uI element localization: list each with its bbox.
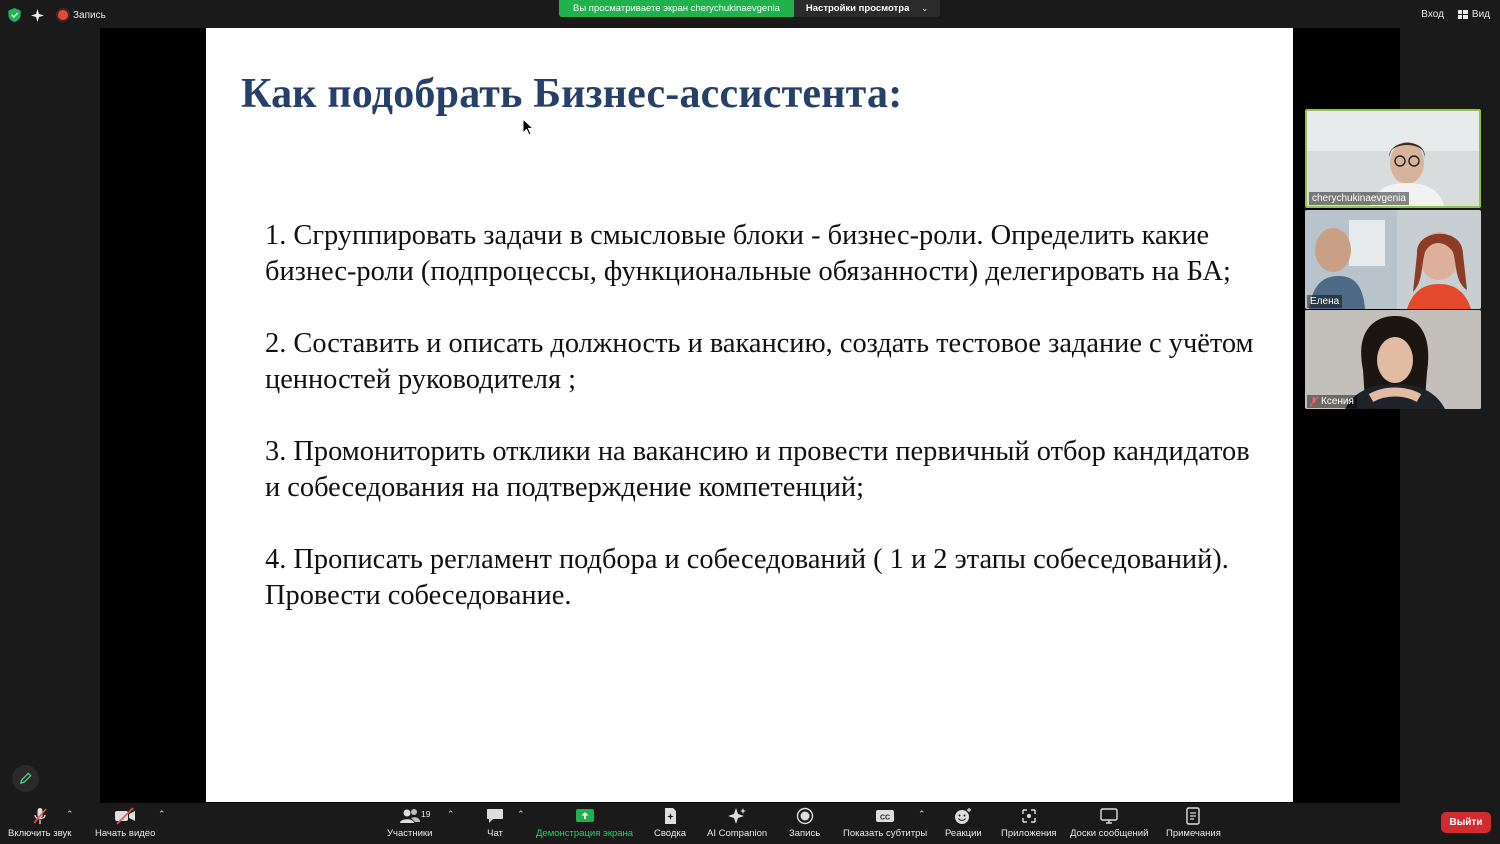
participants-icon	[399, 807, 421, 825]
grid-view-icon	[1458, 10, 1468, 19]
record-label: Запись	[73, 9, 106, 21]
view-banner	[559, 0, 940, 17]
captions-button[interactable]	[843, 807, 927, 839]
participant-name: Елена	[1310, 296, 1340, 307]
unmute-button[interactable]	[8, 807, 71, 839]
slide-item: 2. Составить и описать должность и вакансию, создать тестовое задание с учётом ценностей руководителя ;	[265, 328, 1254, 395]
start-video-label: Начать видео	[95, 828, 156, 839]
svg-text:CC: CC	[880, 814, 891, 822]
annotate-button[interactable]	[12, 765, 39, 792]
apps-icon	[1020, 807, 1038, 825]
video-options-caret-icon[interactable]: ⌃	[158, 809, 166, 819]
ai-sparkle-icon	[727, 807, 747, 825]
start-video-button[interactable]	[95, 807, 155, 839]
recording-indicator[interactable]	[58, 10, 106, 21]
participant-name: cherychukinaevgenia	[1312, 193, 1406, 204]
leave-button[interactable]: Выйти	[1441, 812, 1491, 833]
view-button[interactable]	[1458, 9, 1490, 20]
record-button[interactable]	[789, 807, 820, 839]
view-label: Вид	[1471, 9, 1490, 20]
share-screen-label: Демонстрация экрана	[536, 828, 634, 839]
reactions-icon	[953, 807, 973, 825]
presentation-slide	[206, 28, 1293, 802]
pencil-icon	[19, 772, 32, 785]
participants-options-caret-icon[interactable]: ⌃	[447, 809, 455, 819]
mic-muted-icon	[31, 807, 49, 825]
slide-item: 4. Прописать регламент подбора и собеседований ( 1 и 2 этапы собеседований). Провести собеседование.	[265, 544, 1229, 611]
participant-tile[interactable]	[1305, 109, 1481, 208]
apps-button[interactable]	[1001, 807, 1057, 839]
participant-tile[interactable]	[1305, 310, 1481, 409]
ai-companion-button[interactable]	[707, 807, 767, 839]
chevron-down-icon: ⌄	[921, 4, 929, 13]
chat-icon	[486, 807, 504, 825]
view-settings-label: Настройки просмотра	[805, 3, 910, 14]
apps-label: Приложения	[1001, 828, 1057, 839]
summary-label: Сводка	[654, 828, 687, 839]
mic-muted-icon	[1310, 397, 1318, 407]
view-settings-button[interactable]	[794, 0, 940, 17]
closed-captions-icon	[875, 807, 895, 825]
share-screen-button[interactable]	[536, 807, 633, 839]
slide-item: 3. Промониторить отклики на вакансию и провести первичный отбор кандидатов и собеседования на подтверждение компетенций;	[265, 436, 1250, 503]
reactions-button[interactable]	[945, 807, 982, 839]
ai-companion-label: AI Companion	[707, 828, 768, 839]
chat-label: Чат	[487, 828, 503, 839]
participants-count: 19	[421, 809, 431, 819]
participant-name-tag	[1307, 295, 1342, 308]
whiteboards-label: Доски сообщений	[1070, 828, 1149, 839]
unmute-label: Включить звук	[8, 828, 72, 839]
participant-name-tag	[1307, 395, 1357, 408]
notes-button[interactable]	[1166, 807, 1221, 839]
shield-icon[interactable]	[8, 8, 21, 22]
chat-options-caret-icon[interactable]: ⌃	[517, 809, 525, 819]
summary-button[interactable]	[654, 807, 686, 839]
participant-tile[interactable]	[1305, 210, 1481, 309]
slide-list	[265, 218, 1255, 650]
record-icon	[796, 807, 814, 825]
slide-title: Как подобрать Бизнес-ассистента:	[241, 71, 903, 117]
participant-name: Ксения	[1321, 396, 1354, 407]
record-dot-icon	[58, 10, 68, 20]
notes-icon	[1184, 807, 1202, 825]
record-label: Запись	[789, 828, 821, 839]
reactions-label: Реакции	[945, 828, 982, 839]
chat-button[interactable]	[486, 807, 504, 839]
whiteboard-icon	[1099, 807, 1119, 825]
sparkle-icon[interactable]	[31, 9, 44, 22]
participants-label: Участники	[387, 828, 433, 839]
top-right-group	[1421, 9, 1490, 20]
top-left-group	[8, 8, 106, 22]
meeting-toolbar	[0, 803, 1500, 844]
summary-icon	[661, 807, 679, 825]
captions-label: Показать субтитры	[843, 828, 928, 839]
enter-button[interactable]: Вход	[1421, 9, 1444, 20]
whiteboards-button[interactable]	[1070, 807, 1148, 839]
video-off-icon	[114, 807, 136, 825]
participant-name-tag	[1309, 192, 1409, 205]
notes-label: Примечания	[1166, 828, 1221, 839]
slide-item: 1. Сгруппировать задачи в смысловые блоки - бизнес-роли. Определить какие бизнес-роли (подпроцессы, функциональные обязанности) делегировать на БА;	[265, 220, 1231, 287]
viewing-screen-label: Вы просматриваете экран cherychukinaevgenia	[559, 0, 794, 17]
mouse-cursor-icon	[522, 118, 534, 136]
captions-options-caret-icon[interactable]: ⌃	[918, 809, 926, 819]
share-screen-icon	[575, 807, 595, 825]
top-bar	[0, 0, 1500, 30]
audio-options-caret-icon[interactable]: ⌃	[66, 809, 74, 819]
